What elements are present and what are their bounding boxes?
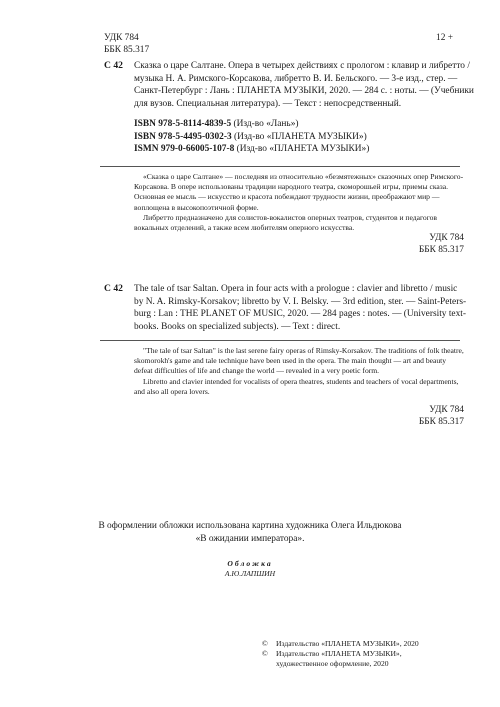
en-bbk: ББК 85.317 <box>418 417 464 427</box>
ismn-row <box>134 143 464 156</box>
cover-note-line: «В ожидании императора». <box>195 533 305 544</box>
age-rating: 12 + <box>436 33 454 43</box>
en-abstract-paragraph: Libretto and clavier intended for vocalists of opera theatres, students and teachers of vocal departments, and also all opera lovers. <box>134 376 459 396</box>
isbn-list <box>134 118 464 156</box>
ru-desc-line: музыка Н. А. Римского-Корсакова, либретто В. И. Бельского. — 3-е изд., стер. — <box>134 73 458 84</box>
en-desc-line: by N. A. Rimsky-Korsakov; libretto by V. I. Belsky. — 3rd edition, ster. — Saint-Peters- <box>134 296 467 307</box>
copyright-symbol: © <box>262 649 268 659</box>
isbn-label: ISBN 978-5-8114-4839-5 <box>134 119 232 129</box>
copyright-text: Издательство «ПЛАНЕТА МУЗЫКИ», <box>276 649 402 659</box>
copyright-line <box>262 639 462 649</box>
en-desc-line: burg : Lan : THE PLANET OF MUSIC, 2020. — 284 pages : notes. — (University text- <box>134 309 467 320</box>
divider <box>100 166 460 167</box>
en-abstract-paragraph: "The tale of tsar Saltan" is the last serene fairy operas of Rimsky-Korsakov. The traditions of folk theatre, skomorokh's game and tale technique have been used in the opera. The main thought — art and beauty defeat difficulties of life and change the world — revealed in a very poetic form. <box>134 346 464 376</box>
cover-credit-label: Обложка <box>227 559 273 568</box>
ru-bbk: ББК 85.317 <box>418 245 464 255</box>
ru-desc-line: для вузов. Специальная литература). — Текст : непосредственный. <box>134 98 402 109</box>
ru-abstract-paragraph: «Сказка о царе Салтане» — последняя из относительно «безмятежных» сказочных опер Римского-Корсакова. В опере использованы традиции народного театра, скоморошьей игры, приемы сказа. Основная ее мысль — искусство и красота побеждают трудности жизни, преображают мир — воплощена в высокопоэтичной форме. <box>134 172 464 212</box>
ru-desc-line: Санкт-Петербург : Лань : ПЛАНЕТА МУЗЫКИ, 2020. — 284 с. : ноты. — (Учебники <box>134 86 474 97</box>
copyright-text: Издательство «ПЛАНЕТА МУЗЫКИ», 2020 <box>276 639 419 648</box>
ru-bibliographic-description <box>134 60 474 110</box>
ru-udk: УДК 784 <box>429 233 464 243</box>
en-desc-line: books. Books on specialized subjects). — Text : direct. <box>134 321 341 332</box>
en-desc-line: The tale of tsar Saltan. Opera in four acts with a prologue : clavier and libretto / music <box>134 284 458 294</box>
ru-desc-line: Сказка о царе Салтане. Опера в четырех действиях с прологом : клавир и либретто / <box>134 61 470 71</box>
en-udk: УДК 784 <box>429 405 464 415</box>
header-bbk: ББК 85.317 <box>104 45 150 55</box>
en-classification-mark: С 42 <box>104 283 123 294</box>
copyright-text: художественное оформление, 2020 <box>276 659 389 669</box>
cover-credit-name: А.Ю.ЛАПШИН <box>224 569 276 578</box>
isbn-publisher: (Изд-во «Лань») <box>233 119 299 129</box>
cover-note <box>60 520 440 545</box>
ismn-label: ISMN 979-0-66005-107-8 <box>134 144 235 155</box>
copyright-symbol: © <box>262 639 268 648</box>
en-abstract <box>134 346 464 397</box>
en-bibliographic-description <box>134 283 467 333</box>
isbn-row <box>134 131 464 144</box>
ru-classification-mark: С 42 <box>104 60 123 71</box>
ru-abstract-paragraph: Либретто предназначено для солистов-вокалистов оперных театров, студентов и педагогов вокальных отделений, а также всем любителям оперного искусства. <box>134 212 438 233</box>
copyright-line <box>262 649 462 659</box>
isbn-publisher: (Изд-во «ПЛАНЕТА МУЗЫКИ») <box>234 131 367 142</box>
isbn-row <box>134 118 464 131</box>
copyright-block <box>262 639 462 670</box>
header-udk: УДК 784 <box>104 33 139 43</box>
copyright-line <box>262 659 462 669</box>
cover-note-line: В оформлении обложки использована картина художника Олега Ильдюкова <box>98 521 402 531</box>
isbn-label: ISBN 978-5-4495-0302-3 <box>134 131 232 142</box>
ru-abstract <box>134 172 464 233</box>
ismn-publisher: (Изд-во «ПЛАНЕТА МУЗЫКИ») <box>236 144 370 155</box>
divider <box>100 340 460 341</box>
